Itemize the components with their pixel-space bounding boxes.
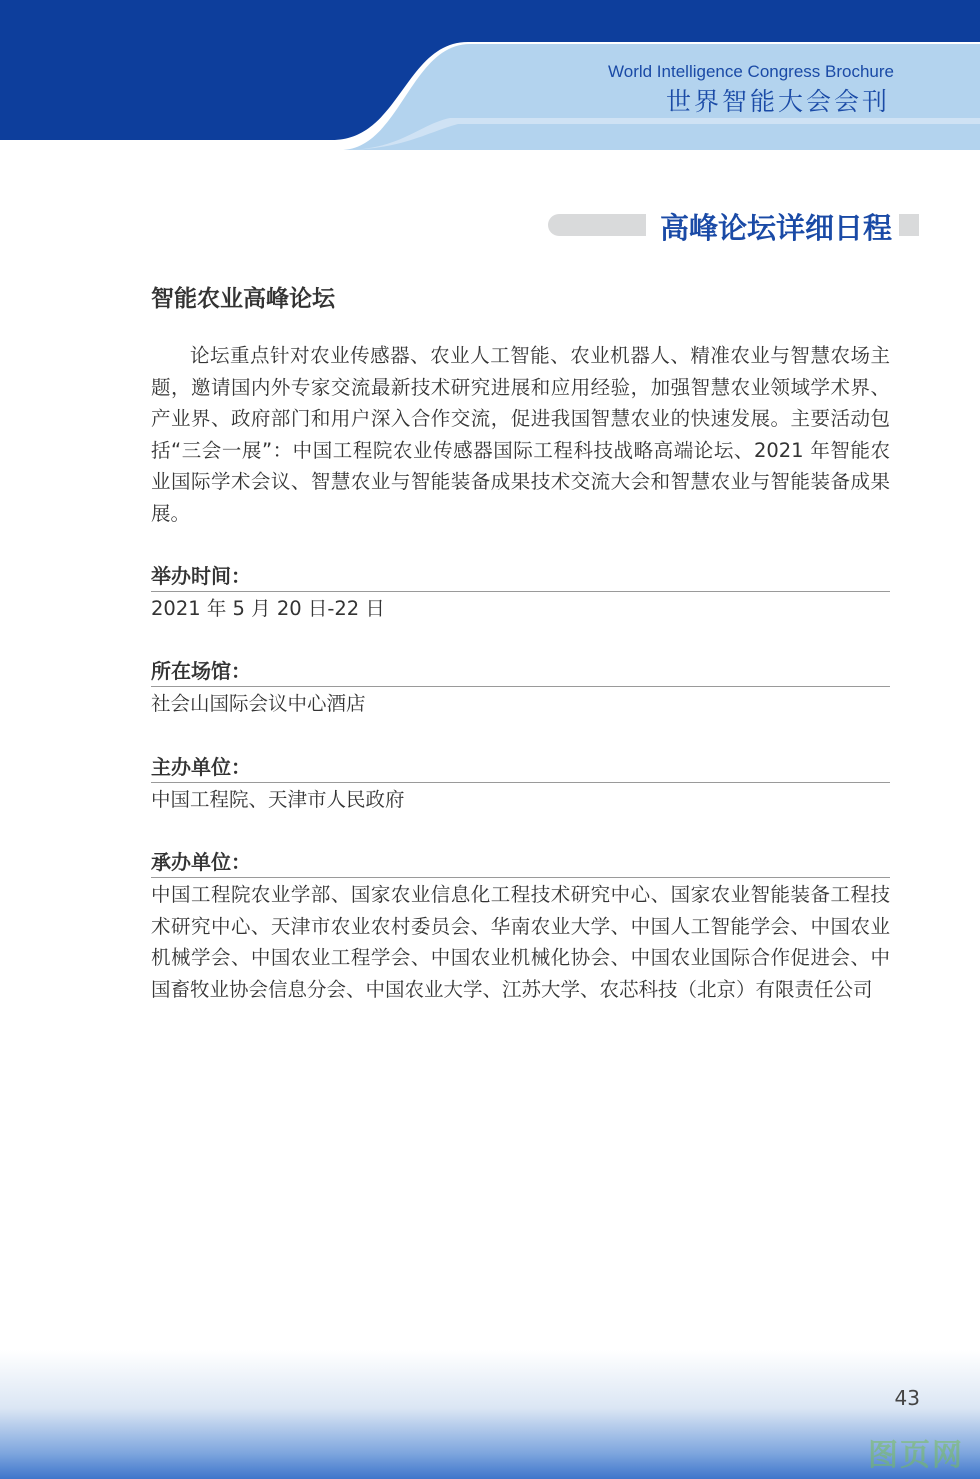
- footer-gradient: [0, 1350, 980, 1479]
- section-title: 高峰论坛详细日程: [659, 211, 892, 245]
- field-value: 2021 年 5 月 20 日-22 日: [151, 597, 385, 620]
- forum-intro: 论坛重点针对农业传感器、农业人工智能、农业机器人、精准农业与智慧农场主题，邀请国内外专家交流最新技术研究进展和应用经验，加强智慧农业领域学术界、产业界、政府部门和用户深入合作交流，促进我国智慧农业的快速发展。主要活动包括“三会一展”：中国工程院农业传感器国际工程科技战略高端论坛、2021 年智能农业国际学术会议、智慧农业与智能装备成果技术交流大会和智慧农业与智能装备成果展。: [151, 344, 890, 525]
- field-value: 中国工程院农业学部、国家农业信息化工程技术研究中心、国家农业智能装备工程技术研究中心、天津市农业农村委员会、华南农业大学、中国人工智能学会、中国农业机械学会、中国农业工程学会、中国农业机械化协会、中国农业国际合作促进会、中国畜牧业协会信息分会、中国农业大学、江苏大学、农芯科技（北京）有限责任公司: [151, 883, 890, 1001]
- field-venue: [151, 657, 890, 720]
- field-value: 中国工程院、天津市人民政府: [151, 788, 405, 811]
- field-co-organizer: [151, 848, 890, 1005]
- page-number: 43: [894, 1386, 920, 1410]
- section-title-square: [899, 214, 919, 236]
- field-value: 社会山国际会议中心酒店: [151, 692, 366, 715]
- watermark: 图页网: [868, 1438, 964, 1473]
- field-label: 举办时间：: [151, 562, 890, 592]
- field-label: 所在场馆：: [151, 657, 890, 687]
- field-label: 承办单位：: [151, 848, 890, 878]
- section-title-bar: [548, 214, 646, 236]
- field-organizer: [151, 753, 890, 816]
- brochure-title-en: World Intelligence Congress Brochure: [608, 62, 894, 81]
- brochure-title-cn: 世界智能大会会刊: [665, 87, 890, 116]
- forum-title: 智能农业高峰论坛: [151, 286, 335, 312]
- field-label: 主办单位：: [151, 753, 890, 783]
- field-time: [151, 562, 890, 625]
